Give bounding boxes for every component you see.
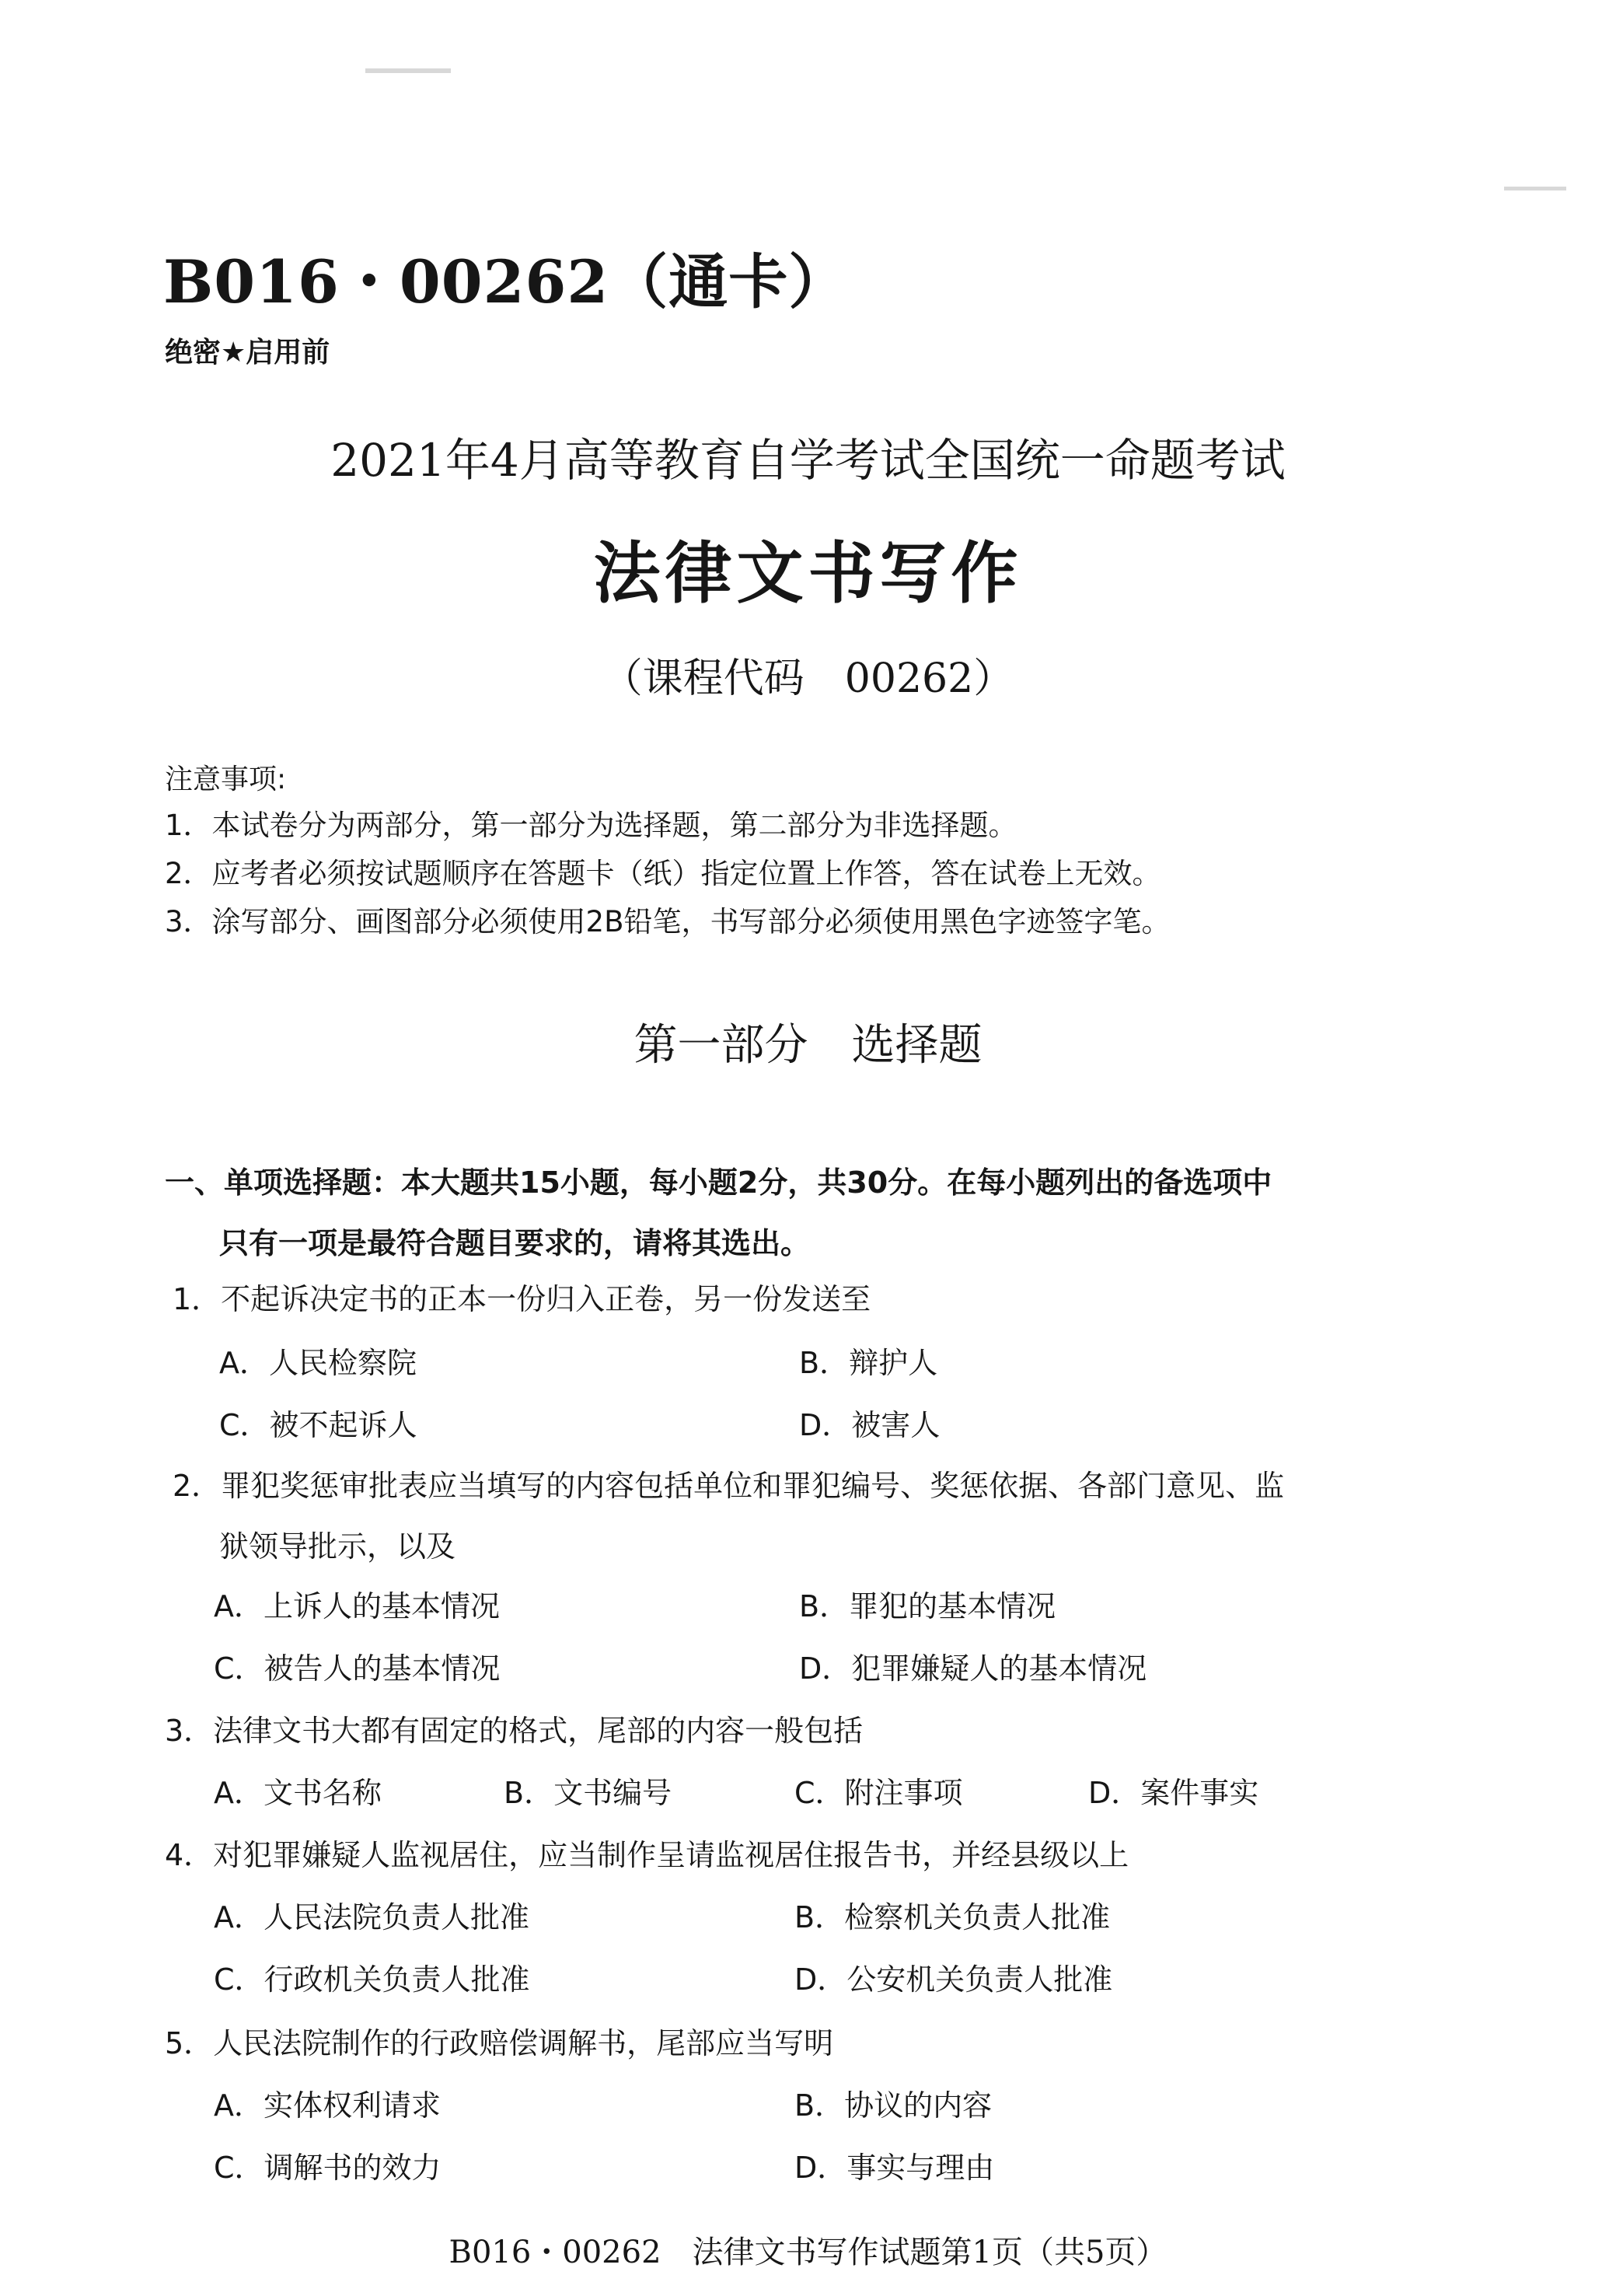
question-stem: 1．不起诉决定书的正本一份归入正卷，另一份发送至 — [173, 1282, 871, 1316]
notes-item: 2．应考者必须按试题顺序在答题卡（纸）指定位置上作答，答在试卷上无效。 — [165, 857, 1161, 890]
question-stem: 狱领导批示，以及 — [219, 1529, 456, 1564]
section-line: 一、单项选择题：本大题共15小题，每小题2分，共30分。在每小题列出的备选项中 — [165, 1165, 1272, 1200]
section-instructions — [165, 1152, 1440, 1274]
option: B．文书编号 — [504, 1776, 672, 1810]
notes-block — [165, 758, 1170, 946]
option: A．人民检察院 — [219, 1346, 417, 1380]
course-code: （课程代码 00262） — [602, 655, 1014, 702]
option: C．被不起诉人 — [219, 1408, 417, 1442]
option: D．公安机关负责人批准 — [794, 1962, 1113, 1997]
option: D．犯罪嫌疑人的基本情况 — [799, 1651, 1147, 1686]
paper-code: B016・00262（通卡） — [163, 247, 849, 316]
notes-item: 1．本试卷分为两部分，第一部分为选择题，第二部分为非选择题。 — [165, 809, 1017, 842]
option: A．文书名称 — [214, 1776, 382, 1810]
question-stem: 5．人民法院制作的行政赔偿调解书，尾部应当写明 — [165, 2026, 834, 2060]
section-line: 只有一项是最符合题目要求的，请将其选出。 — [219, 1226, 811, 1260]
option: D．案件事实 — [1088, 1776, 1259, 1810]
part-one-title: 第一部分 选择题 — [633, 1020, 983, 1071]
option: D．被害人 — [799, 1408, 941, 1442]
scan-mark — [365, 68, 451, 73]
option: A．实体权利请求 — [214, 2088, 441, 2123]
notes-item: 3．涂写部分、画图部分必须使用2B铅笔，书写部分必须使用黑色字迹签字笔。 — [165, 905, 1171, 938]
option: A．上诉人的基本情况 — [214, 1589, 500, 1623]
option: C．行政机关负责人批准 — [214, 1962, 530, 1997]
option: B．辩护人 — [799, 1346, 938, 1380]
question-stem: 4．对犯罪嫌疑人监视居住，应当制作呈请监视居住报告书，并经县级以上 — [165, 1838, 1129, 1872]
page-footer: B016・00262 法律文书写作试题第1页（共5页） — [449, 2235, 1167, 2270]
option: C．调解书的效力 — [214, 2151, 442, 2185]
option: B．检察机关负责人批准 — [794, 1900, 1111, 1934]
option: B．协议的内容 — [794, 2088, 993, 2123]
question-stem: 2．罪犯奖惩审批表应当填写的内容包括单位和罪犯编号、奖惩依据、各部门意见、监 — [173, 1469, 1285, 1503]
option: C．附注事项 — [794, 1776, 963, 1810]
question-stem: 3．法律文书大都有固定的格式，尾部的内容一般包括 — [165, 1714, 864, 1748]
secret-mark: 绝密★启用前 — [165, 337, 330, 369]
scan-mark — [1504, 187, 1566, 190]
subject-title: 法律文书写作 — [593, 534, 1023, 613]
notes-title: 注意事项: — [165, 764, 287, 795]
option: B．罪犯的基本情况 — [799, 1589, 1056, 1623]
exam-title: 2021年4月高等教育自学考试全国统一命题考试 — [330, 434, 1286, 487]
option: A．人民法院负责人批准 — [214, 1900, 529, 1934]
option: C．被告人的基本情况 — [214, 1651, 501, 1686]
option: D．事实与理由 — [794, 2151, 995, 2185]
